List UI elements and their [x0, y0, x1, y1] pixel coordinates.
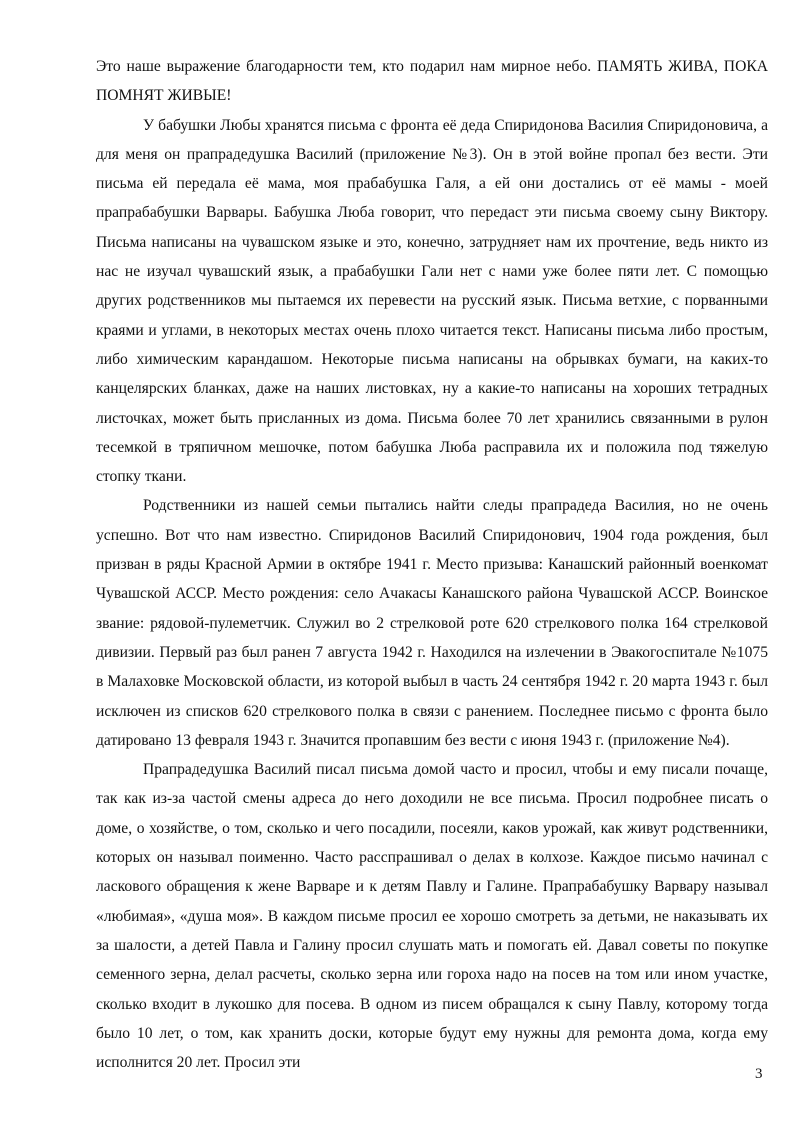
paragraph-letters-content: Прапрадедушка Василий писал письма домой часто и просил, чтобы и ему писали почаще, так как из-за частой смены адреса до него доходили не все письма. Просил подробнее писать о доме, о хозяйстве, о том, сколько и чего посадили, посеяли, каков урожай, как живут родственники, которых он называл поименно. Часто расспрашивал о делах в колхозе. Каждое письмо начинал с ласкового обращения к жене Варваре и к детям Павлу и Галине. Прапрабабушку Варвару называл «любимая», «душа моя». В каждом письме просил ее хорошо смотреть за детьми, не наказывать их за шалости, а детей Павла и Галину просил слушать мать и помогать ей. Давал советы по покупке семенного зерна, делал расчеты, сколько зерна или гороха надо на посев на том или ином участке, сколько входит в лукошко для посева. В одном из писем обращался к сыну Павлу, которому тогда было 10 лет, о том, как хранить доски, которые будут ему нужны для ремонта дома, когда ему исполнится 20 лет. Просил эти	[96, 761, 768, 1072]
paragraph-family-search: Родственники из нашей семьи пытались найти следы прапрадеда Василия, но не очень успешно. Вот что нам известно. Спиридонов Василий Спиридонович, 1904 года рождения, был призван в ряды Красной Армии в октябре 1941 г. Место призыва: Канашский районный военкомат Чувашской АССР. Место рождения: село Ачакасы Канашского района Чувашской АССР. Воинское звание: рядовой-пулеметчик. Служил во 2 стрелковой роте 620 стрелкового полка 164 стрелковой дивизии. Первый раз был ранен 7 августа 1942 г. Находился на излечении в Эвакогоспитале №1075 в Малаховке Московской области, из которой выбыл в часть 24 сентября 1942 г. 20 марта 1943 г. был исключен из списков 620 стрелкового полка в связи с ранением. Последнее письмо с фронта было датировано 13 февраля 1943 г. Значится пропавшим без вести с июня 1943 г. (приложение №4).	[96, 497, 768, 749]
page-number: 3	[755, 1066, 763, 1082]
document-page	[96, 52, 768, 1077]
paragraph-letters-from-front: У бабушки Любы хранятся письма с фронта её деда Спиридонова Василия Спиридоновича, а для меня он прапрадедушка Василий (приложение №3). Он в этой войне пропал без вести. Эти письма ей передала её мама, моя прабабушка Галя, а ей они достались от её мамы - моей прапрабабушки Варвары. Бабушка Люба говорит, что передаст эти письма своему сыну Виктору. Письма написаны на чувашском языке и это, конечно, затрудняет нам их прочтение, ведь никто из нас не изучал чувашский язык, а прабабушки Гали нет с нами уже более пяти лет. С помощью других родственников мы пытаемся их перевести на русский язык. Письма ветхие, с порванными краями и углами, в некоторых местах очень плохо читается текст. Написаны письма либо простым, либо химическим карандашом. Некоторые письма написаны на обрывках бумаги, на каких-то канцелярских бланках, даже на наших листовках, ну а какие-то написаны на хороших тетрадных листочках, может быть присланных из дома. Письма более 70 лет хранились связанными в рулон тесемкой в тряпичном мешочке, потом бабушка Люба расправила их и положила под тяжелую стопку ткани.	[96, 116, 768, 486]
paragraph-closing-gratitude: Это наше выражение благодарности тем, кто подарил нам мирное небо. ПАМЯТЬ ЖИВА, ПОКА ПОМНЯТ ЖИВЫЕ!	[96, 58, 768, 105]
